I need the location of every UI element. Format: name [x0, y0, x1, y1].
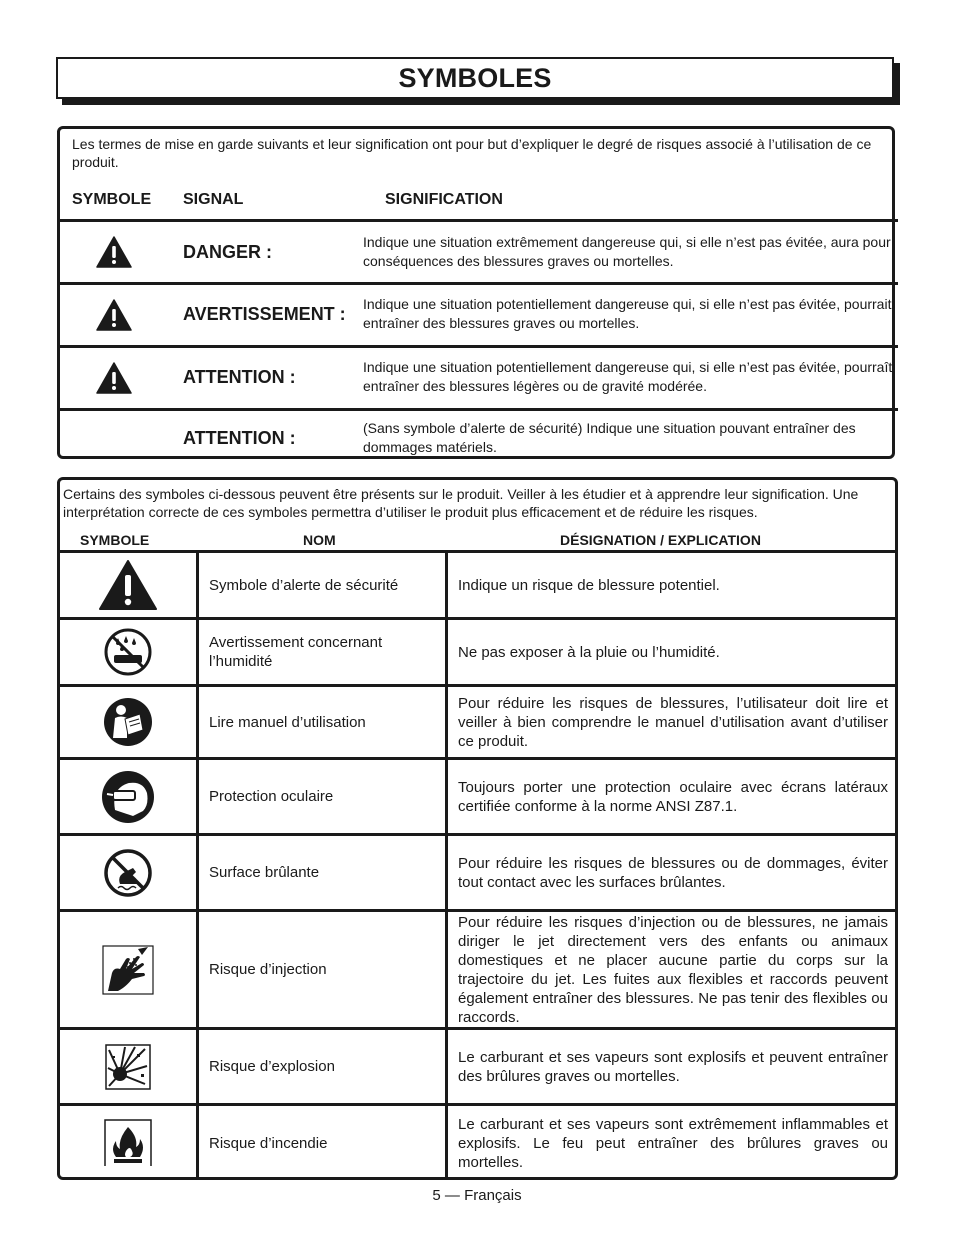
symbol-description: Pour réduire les risques d’injection ou de blessures, ne jamais diriger le jet directement vers des enfants ou animaux domestiques et ne placer aucune partie du corps sur la trajectoire du jet. Les fuites aux flexibles et raccords peuvent également entraîner des blessures. Ne pas tenir des flexibles ou raccords.: [458, 913, 888, 1026]
page-footer: 5 — Français: [432, 1187, 522, 1204]
warning-triangle-icon: [96, 362, 132, 394]
warning-triangle-icon: [96, 236, 132, 268]
table-row: [60, 757, 895, 833]
page-title-banner: [56, 57, 894, 99]
signal-row-avertissement: [60, 282, 898, 345]
table-row: [60, 1027, 895, 1103]
symbol-name: Risque d’incendie: [209, 1134, 328, 1152]
signal-label-avertissement: AVERTISSEMENT :: [183, 304, 346, 324]
signal-label-danger: DANGER :: [183, 242, 272, 262]
symbol-name: Lire manuel d’utilisation: [209, 713, 366, 731]
symbols-intro: Certains des symboles ci-dessous peuvent être présents sur le produit. Veiller à les étudier et à apprendre leur signification. Une interprétation correcte de ces symboles permettra d’utiliser le produit plus efficacement et de réduire les risques.: [63, 486, 859, 520]
symbol-description: Toujours porter une protection oculaire avec écrans latéraux certifiée conforme à la norme ANSI Z87.1.: [458, 778, 888, 815]
table-row: [60, 1103, 895, 1180]
signal-intro: Les termes de mise en garde suivants et leur signification ont pour but d’expliquer le degré de risques associé à l’utilisation de ce produit.: [72, 136, 872, 170]
hot-surface-icon: [103, 848, 153, 898]
table-row: [60, 684, 895, 757]
table-row: [60, 550, 895, 617]
header-designation: DÉSIGNATION / EXPLICATION: [560, 532, 761, 548]
symbol-name: Risque d’injection: [209, 961, 327, 978]
table-row: [60, 909, 895, 1027]
signal-row-attention: [60, 345, 898, 408]
fire-hazard-icon: [104, 1119, 152, 1167]
table-row: [60, 833, 895, 909]
eye-protection-icon: [101, 770, 155, 824]
symbol-description: Indique un risque de blessure potentiel.: [458, 576, 720, 594]
page-title: SYMBOLES: [398, 62, 552, 93]
injection-hazard-icon: [102, 945, 154, 995]
explosion-hazard-icon: [105, 1044, 151, 1090]
symbol-description: Le carburant et ses vapeurs sont extrêmement inflammables et explosifs. Le feu peut entraîner des brûlures graves ou mortelles.: [458, 1115, 888, 1171]
signal-text-avertissement: Indique une situation potentiellement dangereuse qui, si elle n’est pas évitée, pourrait entraîner des blessures graves ou mortelles.: [363, 296, 892, 331]
signal-row-attention-material: [60, 408, 898, 459]
symbol-name: Surface brûlante: [209, 864, 320, 881]
signal-text-attention-material: (Sans symbole d’alerte de sécurité) Indique une situation pouvant entraîner des dommages matériels.: [363, 420, 856, 455]
header-signal: SIGNAL: [183, 191, 244, 208]
read-manual-icon: [103, 697, 153, 747]
header-symbole-2: SYMBOLE: [80, 532, 150, 548]
signal-label-attention: ATTENTION :: [183, 367, 296, 387]
signal-words-box: [57, 126, 895, 459]
signal-label-attention-material: ATTENTION :: [183, 428, 296, 448]
symbol-description: Pour réduire les risques de blessures, l’utilisateur doit lire et veiller à bien comprendre le manuel d’utilisation avant d’utiliser ce produit.: [458, 694, 888, 750]
title-box: [56, 57, 894, 99]
header-symbole: SYMBOLE: [72, 191, 152, 208]
no-rain-icon: [104, 628, 152, 676]
symbol-description: Pour réduire les risques de blessures ou de dommages, éviter tout contact avec les surfaces brûlantes.: [458, 854, 888, 891]
symbol-name: Avertissement concernant l’humidité: [209, 634, 383, 670]
symbol-description: Ne pas exposer à la pluie ou l’humidité.: [458, 643, 720, 661]
signal-text-danger: Indique une situation extrêmement dangereuse qui, si elle n’est pas évitée, aura pour conséquences des blessures graves ou mortelles.: [363, 234, 891, 269]
product-symbols-box: [57, 477, 898, 1180]
signal-text-attention: Indique une situation potentiellement dangereuse qui, si elle n’est pas évitée, pourraît entraîner des blessures légères ou de gravité modérée.: [363, 359, 893, 394]
header-nom: NOM: [303, 532, 336, 548]
warning-triangle-icon: [96, 299, 132, 331]
table-row: [60, 617, 895, 684]
symbol-name: Symbole d’alerte de sécurité: [209, 576, 399, 594]
symbol-name: Protection oculaire: [209, 788, 334, 805]
symbol-description: Le carburant et ses vapeurs sont explosifs et peuvent entraîner des brûlures graves ou mortelles.: [458, 1048, 888, 1085]
symbol-name: Risque d’explosion: [209, 1058, 335, 1075]
safety-alert-icon: [98, 559, 158, 611]
header-signification: SIGNIFICATION: [385, 191, 503, 208]
signal-row-danger: [60, 219, 898, 282]
